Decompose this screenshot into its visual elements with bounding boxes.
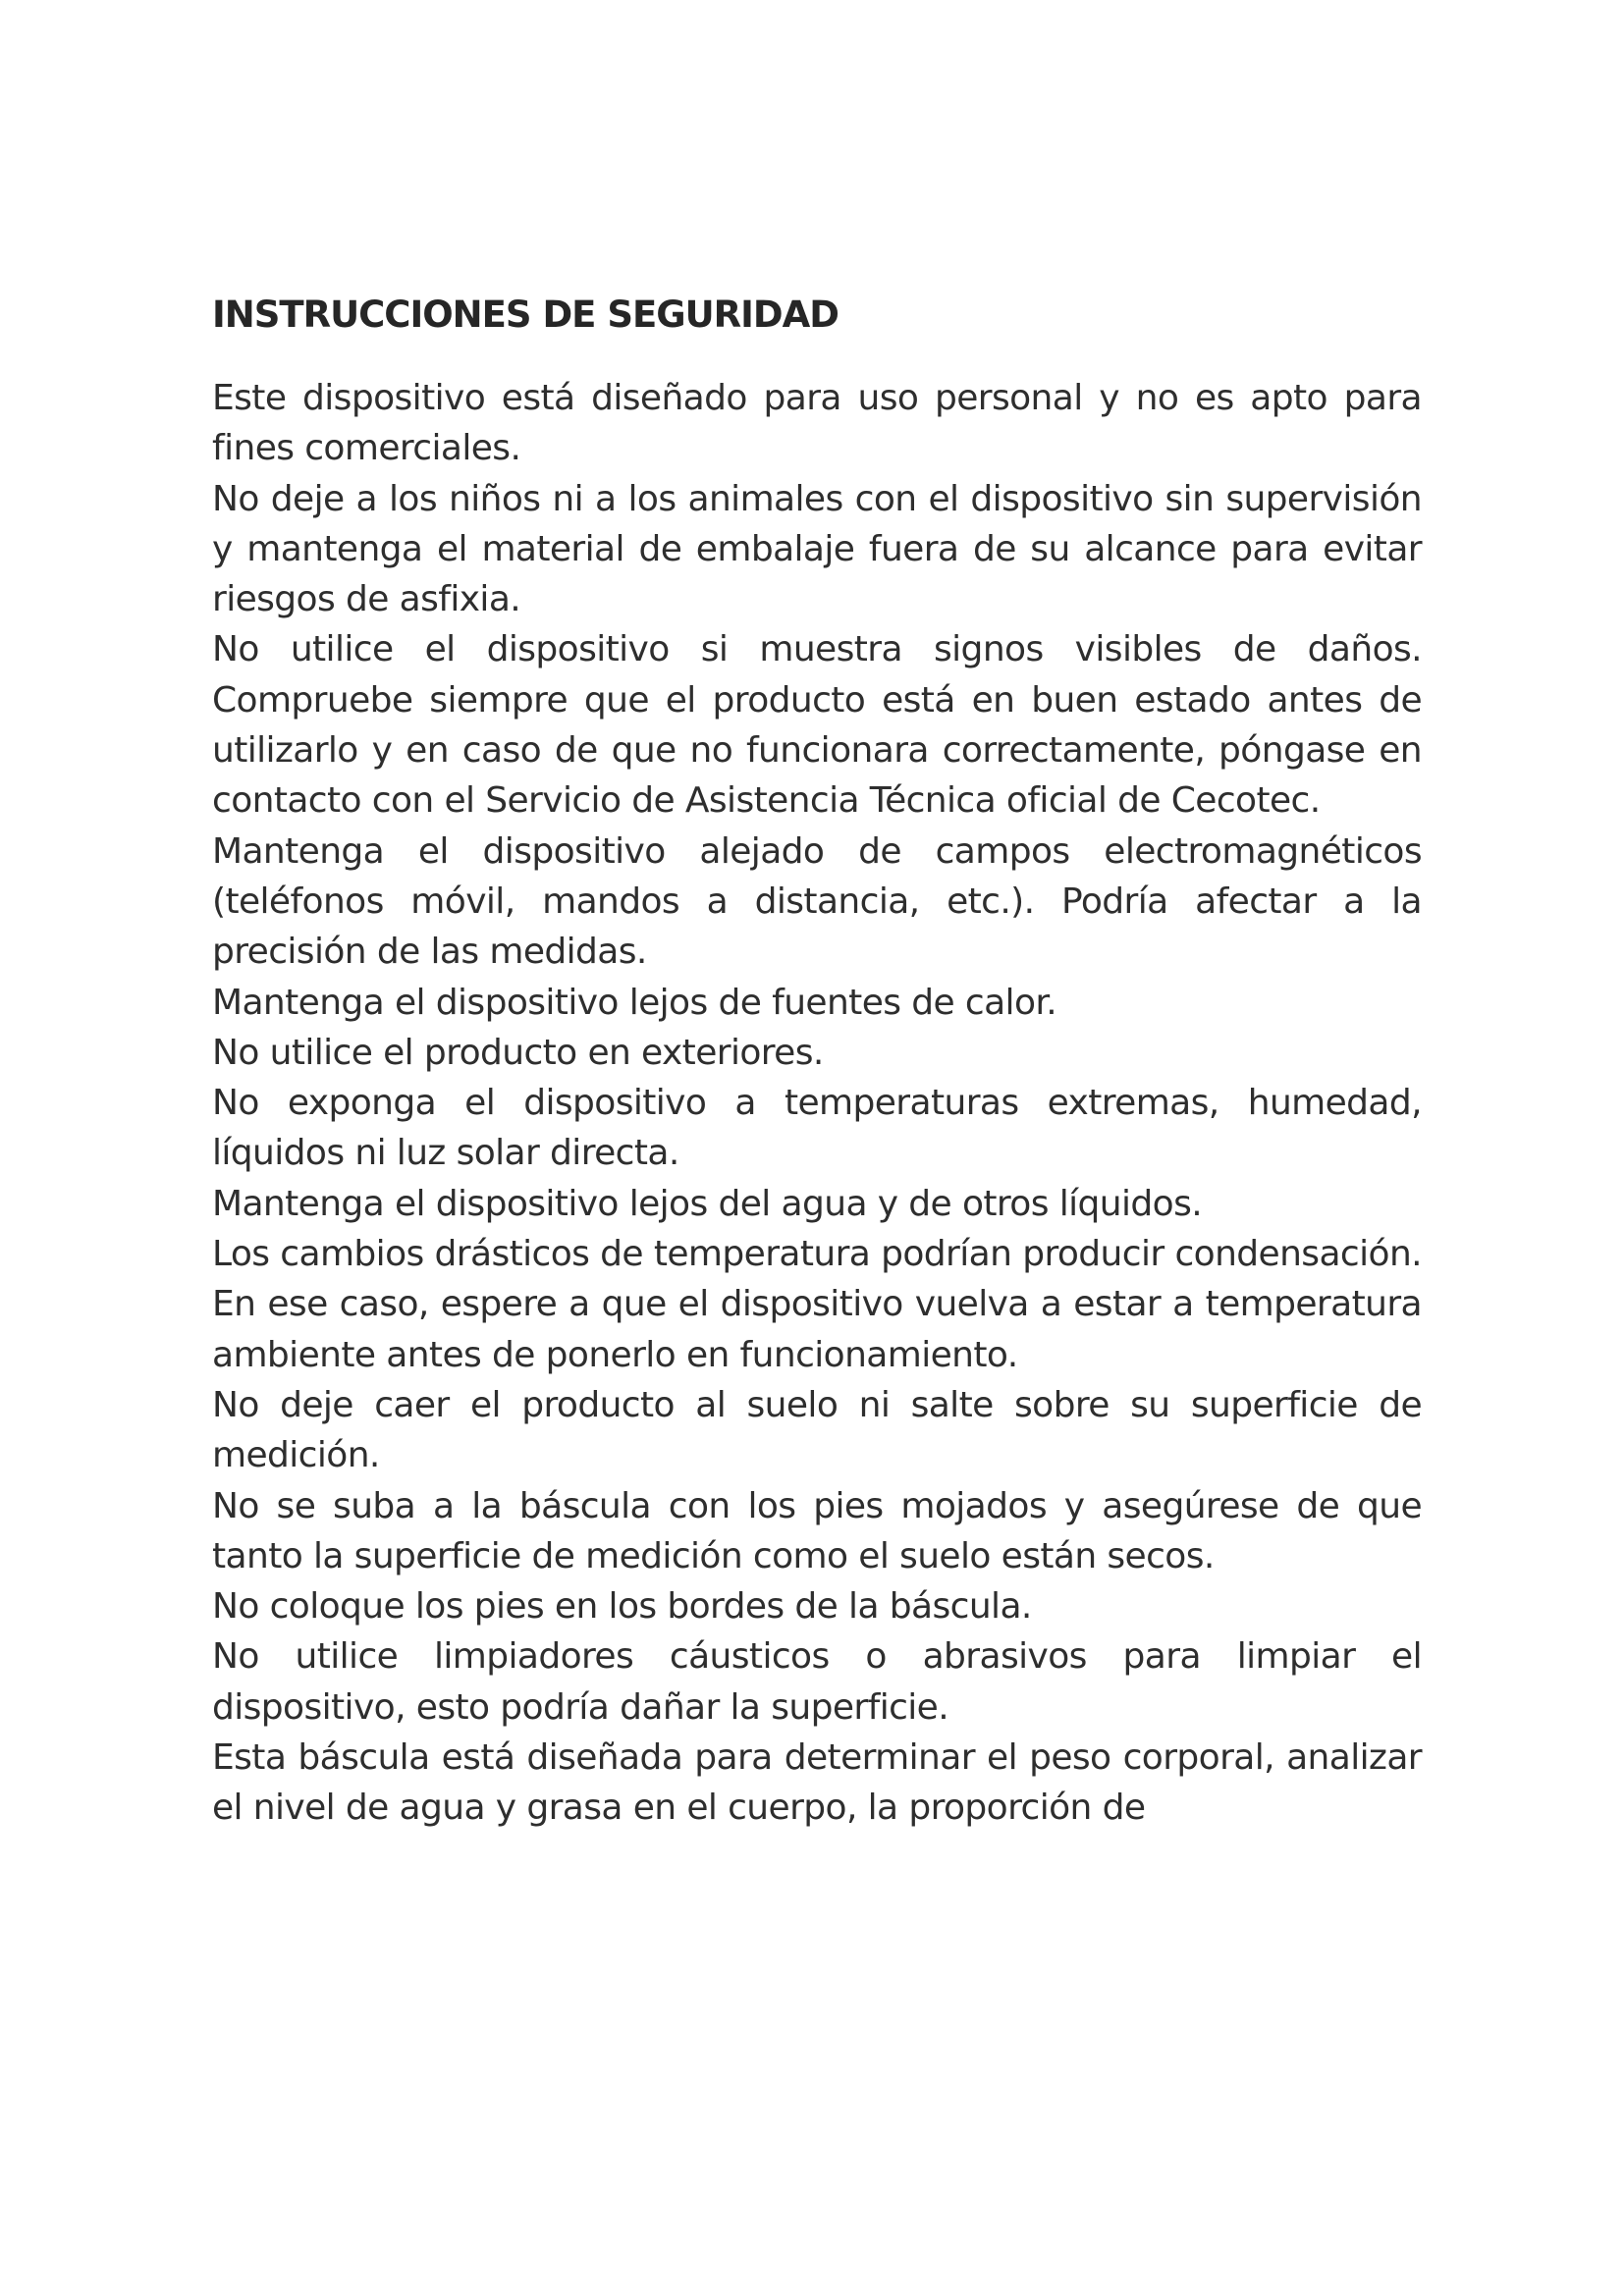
paragraph-children-animals: No deje a los niños ni a los animales con el dispositivo sin supervisión y mantenga el material de embalaje fuera de su alcance para evitar riesgos de asfixia.	[212, 478, 1422, 620]
paragraph-outdoors: No utilice el producto en exteriores.	[212, 1032, 824, 1073]
paragraph-cleaning: No utilice limpiadores cáusticos o abrasivos para limpiar el dispositivo, esto podría dañar la superficie.	[212, 1636, 1422, 1728]
page-title: INSTRUCCIONES DE SEGURIDAD	[212, 294, 839, 336]
paragraph-extreme-conditions: No exponga el dispositivo a temperaturas extremas, humedad, líquidos ni luz solar directa.	[212, 1083, 1422, 1174]
document-content	[212, 291, 1422, 1834]
paragraph-wet-feet: No se suba a la báscula con los pies mojados y asegúrese de que tanto la superficie de medición como el suelo están secos.	[212, 1485, 1422, 1576]
paragraph-damage-check: No utilice el dispositivo si muestra signos visibles de daños. Compruebe siempre que el producto está en buen estado antes de utilizarlo y en caso de que no funcionara correctamente, póngase en contacto con el Servicio de Asistencia Técnica oficial de Cecotec.	[212, 629, 1422, 822]
paragraph-electromagnetic: Mantenga el dispositivo alejado de campos electromagnéticos (teléfonos móvil, mandos a distancia, etc.). Podría afectar a la precisión de las medidas.	[212, 830, 1422, 973]
paragraph-water: Mantenga el dispositivo lejos del agua y de otros líquidos.	[212, 1183, 1203, 1224]
paragraph-condensation: Los cambios drásticos de temperatura podrían producir condensación. En ese caso, espere a que el dispositivo vuelva a estar a temperatura ambiente antes de ponerlo en funcionamiento.	[212, 1234, 1422, 1375]
paragraph-drop: No deje caer el producto al suelo ni salte sobre su superficie de medición.	[212, 1384, 1422, 1476]
paragraph-edges: No coloque los pies en los bordes de la báscula.	[212, 1586, 1032, 1628]
paragraph-personal-use: Este dispositivo está diseñado para uso personal y no es apto para fines comerciales.	[212, 378, 1422, 469]
paragraph-heat-sources: Mantenga el dispositivo lejos de fuentes de calor.	[212, 982, 1057, 1023]
paragraph-purpose: Esta báscula está diseñada para determinar el peso corporal, analizar el nivel de agua y grasa en el cuerpo, la proporción de	[212, 1737, 1422, 1829]
